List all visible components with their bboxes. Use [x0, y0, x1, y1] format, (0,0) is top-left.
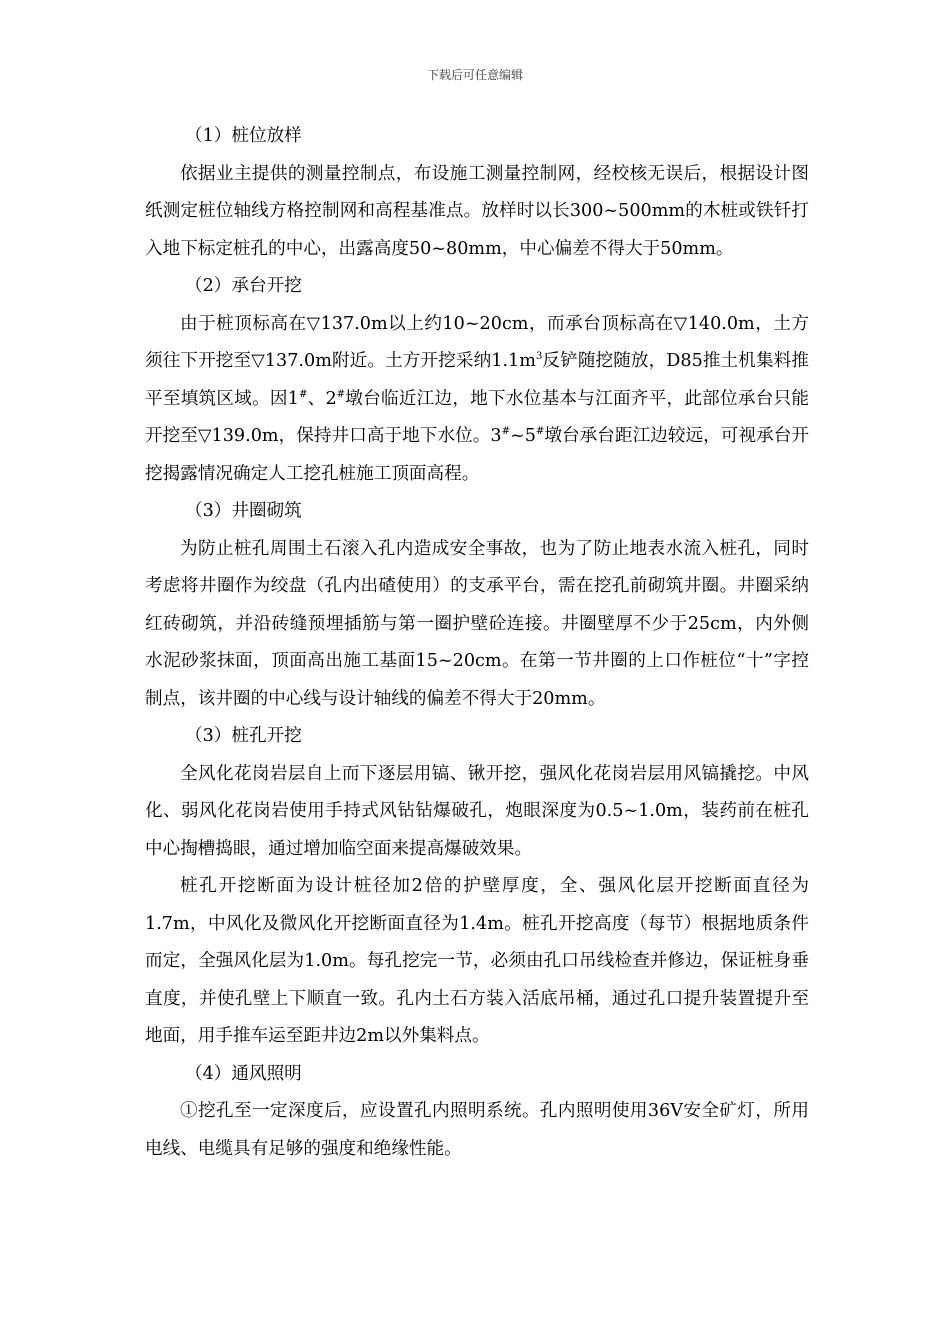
section-heading-ventilation-lighting: （4）通风照明 — [185, 1063, 302, 1084]
page-header: 下载后可任意编辑 — [426, 68, 523, 82]
paragraph-pile-layout: 依据业主提供的测量控制点，布设施工测量控制网，经校核无误后，根据设计图纸测定桩位轴线方格控制网和高程基准点。放样时以长300~500mm的木桩或铁钎打入地下标定桩孔的中心，出露高度50~80mm，中心偏差不得大于50mm。 — [145, 163, 809, 259]
section-heading-cap-excavation: （2）承台开挖 — [185, 276, 302, 296]
paragraph-ventilation-lighting: ①挖孔至一定深度后，应设置孔内照明系统。孔内照明使用36V安全矿灯，所用电线、电缆具有足够的强度和绝缘性能。 — [145, 1101, 809, 1159]
document-body — [145, 118, 809, 1168]
section-heading-well-ring: （3）井圈砌筑 — [185, 501, 302, 521]
paragraph-well-ring: 为防止桩孔周围土石滚入孔内造成安全事故，也为了防止地表水流入桩孔，同时考虑将井圈作为绞盘（孔内出碴使用）的支承平台，需在挖孔前砌筑井圈。井圈采纳红砖砌筑，并沿砖缝预埋插筋与第一圈护壁砼连接。井圈壁厚不少于25cm，内外侧水泥砂浆抹面，顶面高出施工基面15~20cm。在第一节井圈的上口作桩位“十”字控制点，该井圈的中心线与设计轴线的偏差不得大于20mm。 — [145, 538, 809, 709]
paragraph-cap-excavation: 由于桩顶标高在▽137.0m以上约10~20cm，而承台顶标高在▽140.0m，土方须往下开挖至▽137.0m附近。土方开挖采纳$1.1m^3$反铲随挖随放，D85推土机集料推平至填筑区域。因1#、2#墩台临近江边，地下水位基本与江面齐平，此部位承台只能开挖至▽139.0m，保持井口高于地下水位。3#~5#墩台承台距江边较远，可视承台开挖揭露情况确定人工挖孔桩施工顶面高程。 — [145, 313, 809, 484]
paragraph-pile-hole-excavation-2: 桩孔开挖断面为设计桩径加2倍的护壁厚度，全、强风化层开挖断面直径为1.7m，中风化及微风化开挖断面直径为1.4m。桩孔开挖高度（每节）根据地质条件而定，全强风化层为1.0m。每孔挖完一节，必须由孔口吊线检查并修边，保证桩身垂直度，并使孔壁上下顺直一致。孔内土石方装入活底吊桶，通过孔口提升装置提升至地面，用手推车运至距井边2m以外集料点。 — [145, 876, 809, 1046]
section-heading-pile-hole-excavation: （3）桩孔开挖 — [185, 726, 302, 746]
paragraph-pile-hole-excavation-1: 全风化花岗岩层自上而下逐层用镐、锹开挖，强风化花岗岩层用风镐撬挖。中风化、弱风化花岗岩使用手持式风钻钻爆破孔，炮眼深度为0.5~1.0m，装药前在桩孔中心掏槽捣眼，通过增加临空面来提高爆破效果。 — [145, 763, 809, 859]
section-heading-pile-layout: （1）桩位放样 — [185, 126, 302, 146]
